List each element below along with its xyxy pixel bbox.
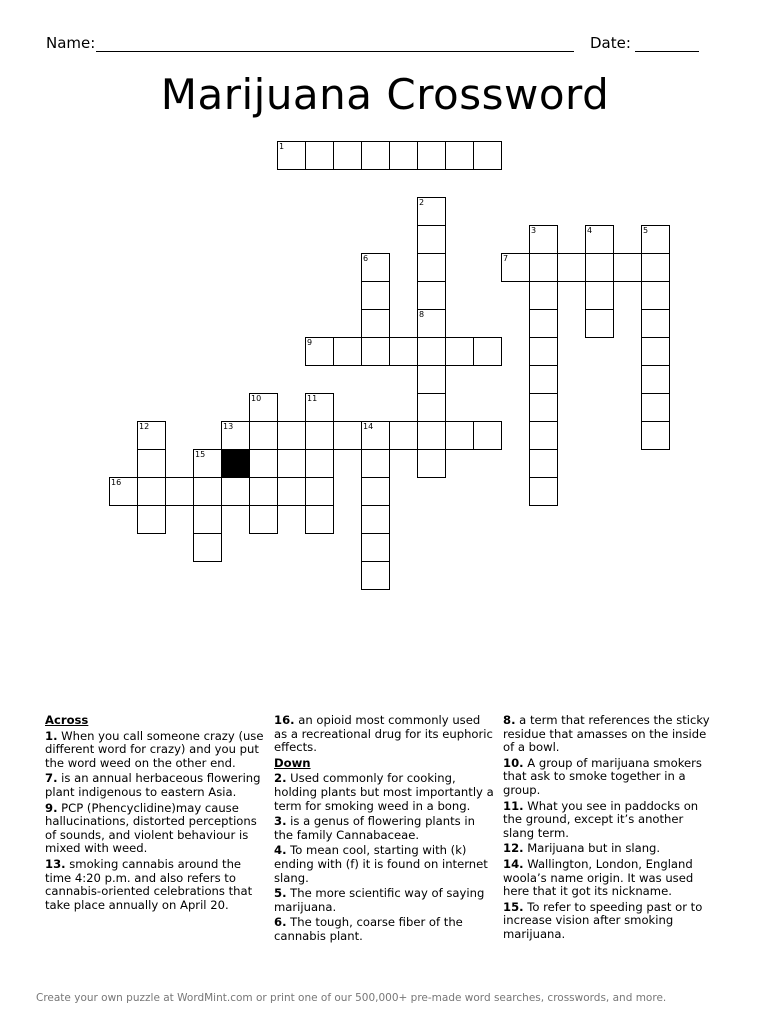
clue-number: 6 [363,254,369,263]
across-heading: Across [45,713,89,727]
grid-cell[interactable] [389,421,418,450]
grid-cell[interactable] [361,337,390,366]
grid-cell[interactable] [641,337,670,366]
grid-cell[interactable] [585,309,614,338]
name-label: Name: [46,34,96,52]
grid-cell[interactable] [305,505,334,534]
grid-cell[interactable] [361,505,390,534]
grid-cell[interactable] [641,421,670,450]
page-title: Marijuana Crossword [160,70,610,119]
grid-cell[interactable] [193,505,222,534]
grid-cell[interactable] [641,365,670,394]
grid-cell[interactable] [641,225,670,254]
grid-cell[interactable] [305,449,334,478]
grid-cell[interactable] [361,477,390,506]
clue-down-5: 5. The more scientific way of saying marijuana. [274,886,485,914]
grid-cell[interactable] [529,337,558,366]
clue-across-7: 7. is an annual herbaceous flowering plant indigenous to eastern Asia. [45,771,261,799]
grid-cell[interactable] [361,561,390,590]
grid-cell[interactable] [305,141,334,170]
grid-cell[interactable] [193,449,222,478]
clue-down-3: 3. is a genus of flowering plants in the family Cannabaceae. [274,814,475,842]
clue-across-13: 13. smoking cannabis around the time 4:20 p.m. and also refers to cannabis-oriented celebrations that take place annually on April 20. [45,856,253,912]
grid-cell[interactable] [529,309,558,338]
grid-cell[interactable] [165,477,194,506]
grid-cell[interactable] [417,197,446,226]
clues-column-2 [274,714,496,946]
clues-column-1 [45,714,267,914]
clue-number: 16 [111,478,122,487]
footer-text: Create your own puzzle at WordMint.com or print one of our 500,000+ pre-made word searches, crosswords, and more. [36,992,667,1004]
grid-cell[interactable] [585,225,614,254]
grid-cell[interactable] [641,309,670,338]
grid-cell[interactable] [473,337,502,366]
grid-cell[interactable] [641,253,670,282]
grid-cell[interactable] [529,449,558,478]
grid-cell[interactable] [417,365,446,394]
grid-cell[interactable] [137,477,166,506]
grid-cell[interactable] [473,141,502,170]
grid-cell[interactable] [529,393,558,422]
grid-cell[interactable] [333,337,362,366]
grid-cell[interactable] [221,477,250,506]
grid-cell[interactable] [137,505,166,534]
grid-cell[interactable] [361,253,390,282]
clues-column-3 [503,714,718,944]
clue-number: 10 [251,394,262,403]
clue-down-12: 12. Marijuana but in slang. [503,841,661,856]
grid-cell[interactable] [305,337,334,366]
clue-number: 5 [643,226,649,235]
clue-down-2: 2. Used commonly for cooking, holding plants but most importantly a term for smoking weed in a bong. [274,771,494,813]
clue-across-9: 9. PCP (Phencyclidine)may cause hallucinations, distorted perceptions of sounds, and violent behaviour is mixed with weed. [45,800,257,856]
grid-cell[interactable] [249,421,278,450]
grid-cell[interactable] [445,421,474,450]
grid-cell[interactable] [529,225,558,254]
grid-cell[interactable] [501,253,530,282]
grid-cell[interactable] [585,281,614,310]
clue-number: 1 [279,142,285,151]
clue-number: 3 [531,226,537,235]
clue-number: 12 [139,422,150,431]
clue-number: 2 [419,198,425,207]
grid-cell[interactable] [557,253,586,282]
grid-cell[interactable] [641,393,670,422]
grid-cell[interactable] [277,421,306,450]
grid-cell[interactable] [361,141,390,170]
grid-cell[interactable] [389,337,418,366]
grid-cell[interactable] [529,365,558,394]
clue-across-16: 16. an opioid most commonly used as a recreational drug for its euphoric effects. [274,713,493,755]
grid-cell[interactable] [137,449,166,478]
grid-cell[interactable] [193,533,222,562]
grid-cell[interactable] [585,253,614,282]
grid-cell[interactable] [361,421,390,450]
grid-cell[interactable] [361,533,390,562]
grid-cell[interactable] [277,477,306,506]
grid-cell[interactable] [361,309,390,338]
clue-down-6: 6. The tough, coarse fiber of the cannabis plant. [274,915,463,943]
grid-cell[interactable] [137,421,166,450]
grid-cell[interactable] [361,449,390,478]
clue-number: 8 [419,310,425,319]
grid-cell[interactable] [221,421,250,450]
grid-cell[interactable] [249,505,278,534]
clue-number: 7 [503,254,509,263]
grid-cell[interactable] [305,477,334,506]
clue-number: 4 [587,226,593,235]
grid-cell[interactable] [417,309,446,338]
grid-cell[interactable] [417,393,446,422]
grid-cell[interactable] [193,477,222,506]
clue-across-1: 1. When you call someone crazy (use different word for crazy) and you put the word weed on the other end. [45,728,264,770]
clue-down-11: 11. What you see in paddocks on the ground, except it’s another slang term. [503,798,699,840]
grid-cell[interactable] [417,337,446,366]
grid-cell[interactable] [641,281,670,310]
clue-down-14: 14. Wallington, London, England woola’s name origin. It was used here that it got its nickname. [503,856,694,899]
clue-down-4: 4. To mean cool, starting with (k) ending with (f) it is found on internet slang. [274,843,488,885]
grid-cell[interactable] [361,281,390,310]
clue-number: 9 [307,338,313,347]
grid-cell[interactable] [445,337,474,366]
grid-cell[interactable] [613,253,642,282]
clue-number: 13 [223,422,234,431]
clue-number: 14 [363,422,374,431]
clue-down-8: 8. a term that references the sticky residue that amasses on the inside of a bowl. [503,713,710,755]
grid-cell[interactable] [333,421,362,450]
down-heading: Down [274,755,311,770]
grid-cell[interactable] [249,477,278,506]
clue-down-15: 15. To refer to speeding past or to increase vision after smoking marijuana. [503,899,703,941]
grid-cell[interactable] [529,253,558,282]
grid-block-cell [221,449,250,478]
grid-cell[interactable] [305,421,334,450]
clue-number: 11 [307,394,318,403]
grid-cell[interactable] [473,421,502,450]
grid-cell[interactable] [529,477,558,506]
grid-cell[interactable] [389,141,418,170]
clue-number: 15 [195,450,206,459]
grid-cell[interactable] [445,141,474,170]
grid-cell[interactable] [249,393,278,422]
grid-cell[interactable] [305,393,334,422]
grid-cell[interactable] [417,253,446,282]
date-label: Date: [590,34,631,52]
grid-cell[interactable] [529,281,558,310]
grid-cell[interactable] [333,141,362,170]
grid-cell[interactable] [109,477,138,506]
grid-cell[interactable] [249,449,278,478]
grid-cell[interactable] [417,449,446,478]
grid-cell[interactable] [529,421,558,450]
grid-cell[interactable] [417,281,446,310]
grid-cell[interactable] [277,141,306,170]
clue-down-10: 10. A group of marijuana smokers that ask to smoke together in a group. [503,755,702,797]
grid-cell[interactable] [417,141,446,170]
grid-cell[interactable] [417,225,446,254]
grid-cell[interactable] [417,421,446,450]
